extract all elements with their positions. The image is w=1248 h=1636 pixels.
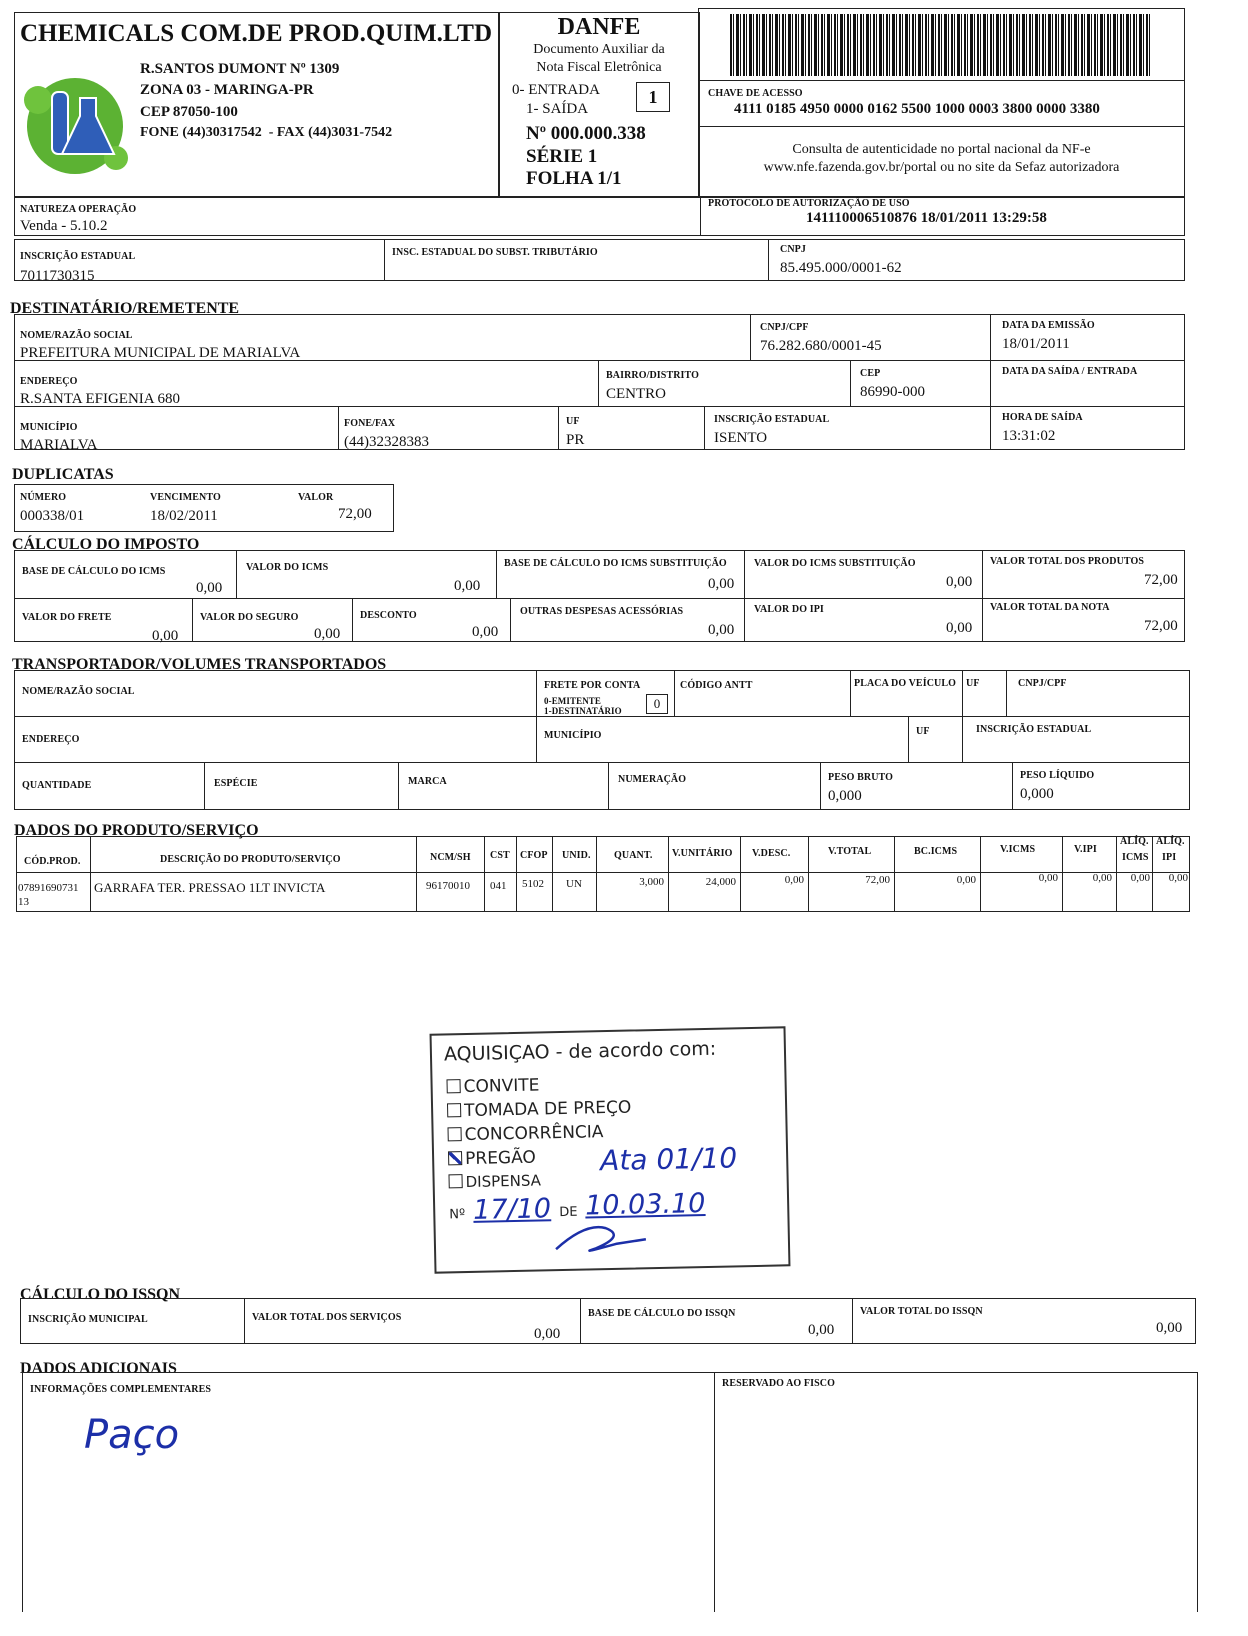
total-prod-label: VALOR TOTAL DOS PRODUTOS (990, 556, 1145, 567)
prod-h-vicms: V.ICMS (1000, 844, 1036, 855)
dest-uf: PR (566, 432, 585, 448)
transp-frete-value: 0 (646, 694, 668, 714)
stamp-opt-dispensa: DISPENSA (448, 1171, 541, 1191)
issqn-base-label: BASE DE CÁLCULO DO ISSQN (588, 1308, 736, 1319)
dest-bairro-label: BAIRRO/DISTRITO (606, 370, 700, 381)
danfe-tipo: 1 (636, 82, 670, 112)
stamp-ata-handwritten: Ata 01/10 (599, 1141, 738, 1178)
chave-consulta2: www.nfe.fazenda.gov.br/portal ou no site da Sefaz autorizadora (763, 160, 1120, 175)
base-icms-label: BASE DE CÁLCULO DO ICMS (22, 566, 166, 577)
base-icms: 0,00 (196, 580, 223, 596)
adicionais-section-title: DADOS ADICIONAIS (20, 1360, 177, 1377)
issqn-base: 0,00 (808, 1322, 835, 1338)
checkbox-icon (448, 1174, 462, 1188)
table-row-quant: 3,000 (639, 876, 664, 888)
seguro: 0,00 (314, 626, 341, 642)
issqn-box (20, 1298, 1196, 1344)
signature-icon (545, 1217, 656, 1259)
checked-checkbox-icon (448, 1151, 462, 1165)
prod-h-cod: CÓD.PROD. (24, 856, 81, 867)
dest-hora-label: HORA DE SAÍDA (1002, 412, 1083, 423)
danfe-subtitle1: Documento Auxiliar da (533, 42, 665, 57)
dest-ie: ISENTO (714, 430, 768, 446)
valor-st: 0,00 (946, 574, 973, 590)
protocolo-value: 141110006510876 18/01/2011 13:29:58 (806, 210, 1047, 226)
issqn-total: 0,00 (1156, 1320, 1183, 1336)
table-row-vdesc: 0,00 (784, 874, 804, 886)
cnpj-value: 85.495.000/0001-62 (780, 260, 902, 276)
transp-especie-label: ESPÉCIE (214, 778, 258, 789)
prod-h-aliq-ipi2: IPI (1162, 852, 1177, 863)
transp-marca-label: MARCA (408, 776, 447, 787)
transp-antt-label: CÓDIGO ANTT (680, 680, 753, 691)
danfe-title: DANFE (557, 14, 641, 40)
transp-box (14, 670, 1190, 810)
transp-bruto: 0,000 (828, 788, 862, 804)
total-prod: 72,00 (1144, 572, 1178, 588)
dest-bairro: CENTRO (606, 386, 666, 402)
transp-qtd-label: QUANTIDADE (22, 780, 92, 791)
table-row-aliq-ipi: 0,00 (1168, 872, 1188, 884)
dup-venc: 18/02/2011 (150, 508, 218, 524)
prod-h-aliq-icms1: ALÍQ. (1120, 836, 1149, 847)
transp-cnpj-label: CNPJ/CPF (1018, 678, 1067, 689)
aquisicao-stamp (430, 1026, 791, 1273)
barcode (730, 14, 1150, 76)
table-row-vipi: 0,00 (1092, 872, 1112, 884)
reservado-fisco-label: RESERVADO AO FISCO (722, 1378, 835, 1389)
checkbox-icon (447, 1103, 461, 1117)
prod-h-quant: QUANT. (614, 850, 653, 861)
transp-bruto-label: PESO BRUTO (828, 772, 893, 783)
dest-saida-label: DATA DA SAÍDA / ENTRADA (1002, 366, 1138, 377)
danfe-serie: SÉRIE 1 (526, 146, 598, 167)
dest-end: R.SANTA EFIGENIA 680 (20, 391, 181, 407)
dest-emissao: 18/01/2011 (1002, 336, 1070, 352)
produtos-section-title: DADOS DO PRODUTO/SERVIÇO (14, 822, 259, 839)
prod-h-cfop: CFOP (520, 850, 548, 861)
transp-nome-label: NOME/RAZÃO SOCIAL (22, 686, 135, 697)
prod-h-cst: CST (490, 850, 510, 861)
protocolo-label: PROTOCOLO DE AUTORIZAÇÃO DE USO (708, 198, 910, 209)
dest-cnpj-label: CNPJ/CPF (760, 322, 809, 333)
ie-value: 7011730315 (20, 268, 95, 284)
ie-box (14, 239, 1185, 281)
dest-uf-label: UF (566, 416, 580, 427)
valor-icms: 0,00 (454, 578, 481, 594)
chave-label: CHAVE DE ACESSO (708, 88, 803, 99)
total-nota: 72,00 (1144, 618, 1178, 634)
dest-fone: (44)32328383 (344, 434, 429, 450)
transp-uf-label: UF (966, 678, 980, 689)
prod-h-vunit: V.UNITÁRIO (672, 848, 733, 859)
dup-num-label: NÚMERO (20, 492, 67, 503)
emitter-address1: R.SANTOS DUMONT Nº 1309 (140, 61, 340, 77)
outras-label: OUTRAS DESPESAS ACESSÓRIAS (520, 606, 684, 617)
natureza-label: NATUREZA OPERAÇÃO (20, 204, 137, 215)
frete: 0,00 (152, 628, 179, 644)
prod-h-vtotal: V.TOTAL (828, 846, 872, 857)
transp-section-title: TRANSPORTADOR/VOLUMES TRANSPORTADOS (12, 656, 387, 673)
dup-num: 000338/01 (20, 508, 85, 524)
dest-nome-label: NOME/RAZÃO SOCIAL (20, 330, 133, 341)
valor-st-label: VALOR DO ICMS SUBSTITUIÇÃO (754, 558, 916, 569)
dup-section-title: DUPLICATAS (12, 466, 114, 483)
base-st: 0,00 (708, 576, 735, 592)
dest-ie-label: INSCRIÇÃO ESTADUAL (714, 414, 830, 425)
transp-end-label: ENDEREÇO (22, 734, 80, 745)
imposto-section-title: CÁLCULO DO IMPOSTO (12, 536, 200, 553)
danfe-numero: Nº 000.000.338 (526, 123, 646, 144)
dest-nome: PREFEITURA MUNICIPAL DE MARIALVA (20, 345, 301, 361)
transp-numeracao-label: NUMERAÇÃO (618, 774, 687, 785)
adicionais-box (22, 1372, 1198, 1612)
issqn-serv: 0,00 (534, 1326, 561, 1342)
frete-label: VALOR DO FRETE (22, 612, 112, 623)
danfe-folha: FOLHA 1/1 (526, 168, 622, 189)
stamp-opt-convite: CONVITE (446, 1075, 539, 1097)
table-row-aliq-icms: 0,00 (1130, 872, 1150, 884)
dup-venc-label: VENCIMENTO (150, 492, 221, 503)
emitter-address2: ZONA 03 - MARINGA-PR (140, 82, 314, 98)
transp-ie-label: INSCRIÇÃO ESTADUAL (976, 724, 1092, 735)
dest-hora: 13:31:02 (1002, 428, 1056, 444)
prod-h-aliq-icms2: ICMS (1122, 852, 1149, 863)
dest-mun-label: MUNICÍPIO (20, 422, 78, 433)
dup-valor-label: VALOR (298, 492, 334, 503)
table-row-cfop: 5102 (522, 878, 544, 890)
prod-h-unid: UNID. (562, 850, 591, 861)
stamp-opt-pregao: PREGÃO (448, 1148, 536, 1170)
dest-section-title: DESTINATÁRIO/REMETENTE (10, 300, 240, 317)
dest-end-label: ENDEREÇO (20, 376, 78, 387)
table-row-desc: GARRAFA TER. PRESSAO 1LT INVICTA (94, 880, 326, 895)
prod-h-bc: BC.ICMS (914, 846, 958, 857)
transp-mun-label: MUNICÍPIO (544, 730, 602, 741)
chave-value: 4111 0185 4950 0000 0162 5500 1000 0003 3800 0000 3380 (734, 101, 1100, 117)
emitter-phone: FONE (44)30317542 - FAX (44)3031-7542 (140, 125, 393, 140)
ipi-label: VALOR DO IPI (754, 604, 824, 615)
transp-placa-label: PLACA DO VEÍCULO (854, 678, 956, 689)
table-row-bc: 0,00 (956, 874, 976, 886)
dest-emissao-label: DATA DA EMISSÃO (1002, 320, 1095, 331)
transp-uf2-label: UF (916, 726, 930, 737)
prod-h-vipi: V.IPI (1074, 844, 1097, 855)
danfe-saida: 1- SAÍDA (526, 101, 589, 117)
valor-icms-label: VALOR DO ICMS (246, 562, 329, 573)
ipi: 0,00 (946, 620, 973, 636)
prod-h-vdesc: V.DESC. (752, 848, 791, 859)
prod-h-desc: DESCRIÇÃO DO PRODUTO/SERVIÇO (160, 854, 341, 865)
dup-valor: 72,00 (338, 506, 372, 522)
emitter-name: CHEMICALS COM.DE PROD.QUIM.LTD (20, 20, 493, 47)
stamp-title: AQUISIÇAO - de acordo com: (443, 1037, 717, 1066)
stamp-no-prefix: Nº (449, 1207, 466, 1223)
table-row-vtotal: 72,00 (865, 874, 890, 886)
total-nota-label: VALOR TOTAL DA NOTA (990, 602, 1110, 613)
handwritten-note: Paço (84, 1412, 180, 1458)
danfe-subtitle2: Nota Fiscal Eletrônica (536, 60, 662, 75)
stamp-data-handwritten: 10.03.10 (584, 1188, 706, 1222)
transp-liquido-label: PESO LÍQUIDO (1020, 770, 1095, 781)
issqn-total-label: VALOR TOTAL DO ISSQN (860, 1306, 983, 1317)
dest-fone-label: FONE/FAX (344, 418, 396, 429)
transp-frete-opt1: 0-EMITENTE (544, 696, 602, 706)
stamp-numero-handwritten: 17/10 (472, 1193, 552, 1226)
base-st-label: BASE DE CÁLCULO DO ICMS SUBSTITUIÇÃO (504, 558, 727, 569)
issqn-serv-label: VALOR TOTAL DOS SERVIÇOS (252, 1312, 402, 1323)
table-row-cod2: 13 (18, 896, 29, 908)
natureza-value: Venda - 5.10.2 (20, 218, 108, 234)
prod-h-aliq-ipi1: ALÍQ. (1156, 836, 1185, 847)
stamp-opt-concorrencia: CONCORRÊNCIA (447, 1122, 603, 1145)
issqn-section-title: CÁLCULO DO ISSQN (20, 1286, 181, 1303)
table-row-vunit: 24,000 (705, 876, 736, 888)
ie-label: INSCRIÇÃO ESTADUAL (20, 251, 136, 262)
checkbox-icon (446, 1079, 460, 1093)
table-row-vicms: 0,00 (1038, 872, 1058, 884)
cnpj-label: CNPJ (780, 244, 806, 255)
info-complementares-label: INFORMAÇÕES COMPLEMENTARES (30, 1384, 212, 1395)
dest-mun: MARIALVA (20, 437, 98, 453)
table-row-ncm: 96170010 (426, 880, 470, 892)
desconto-label: DESCONTO (360, 610, 417, 621)
table-row-cst: 041 (490, 880, 507, 892)
issqn-im-label: INSCRIÇÃO MUNICIPAL (28, 1314, 148, 1325)
stamp-opt-tomada: TOMADA DE PREÇO (447, 1098, 632, 1122)
dest-cep: 86990-000 (860, 384, 925, 400)
outras: 0,00 (708, 622, 735, 638)
dest-cep-label: CEP (860, 368, 881, 379)
company-logo (20, 70, 132, 180)
checkbox-icon (447, 1127, 461, 1141)
danfe-entrada: 0- ENTRADA (512, 82, 600, 98)
ie-st-label: INSC. ESTADUAL DO SUBST. TRIBUTÁRIO (392, 247, 598, 258)
transp-liquido: 0,000 (1020, 786, 1054, 802)
transp-frete-opt2: 1-DESTINATÁRIO (544, 706, 622, 716)
stamp-de: DE (559, 1204, 578, 1221)
prod-h-ncm: NCM/SH (430, 852, 471, 863)
dest-cnpj: 76.282.680/0001-45 (760, 338, 882, 354)
emitter-cep: CEP 87050-100 (140, 104, 238, 120)
chave-consulta1: Consulta de autenticidade no portal nacional da NF-e (792, 142, 1091, 157)
transp-frete-label: FRETE POR CONTA (544, 680, 641, 691)
seguro-label: VALOR DO SEGURO (200, 612, 299, 623)
table-row-cod1: 07891690731 (18, 882, 79, 894)
desconto: 0,00 (472, 624, 499, 640)
table-row-unid: UN (566, 878, 582, 890)
